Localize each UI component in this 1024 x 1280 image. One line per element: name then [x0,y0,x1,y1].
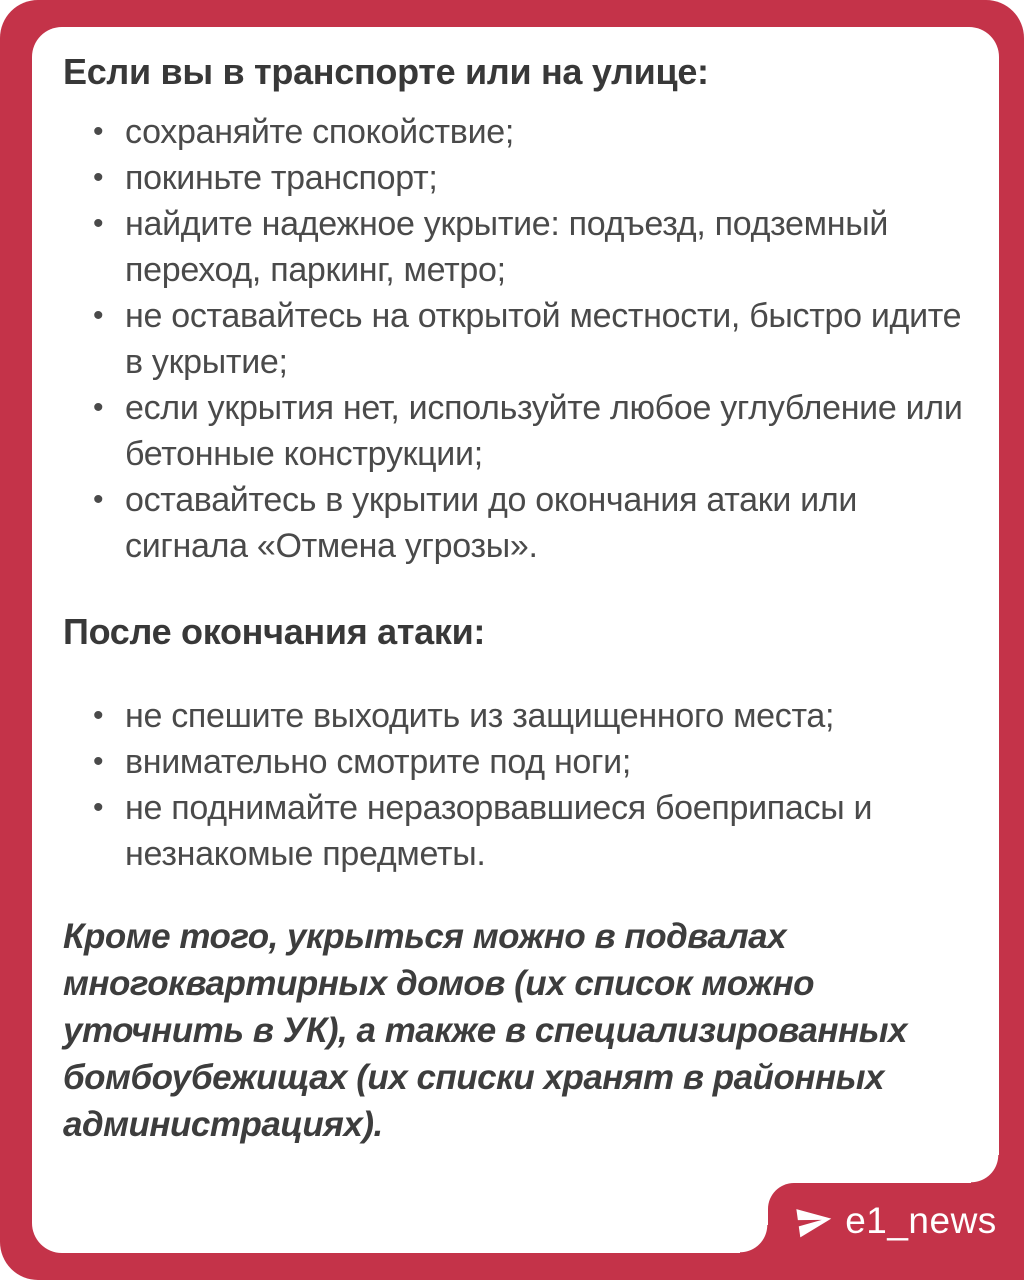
channel-name: e1_news [845,1199,997,1241]
list-item: • найдите надежное укрытие: подъезд, подземный переход, паркинг, метро; [93,201,969,293]
card-content [32,27,999,1253]
telegram-channel-badge[interactable] [768,1183,1024,1280]
list-item: • сохраняйте спокойствие; [93,109,969,155]
info-card [32,27,999,1253]
list-item: • внимательно смотрите под ноги; [93,739,969,785]
shelter-note-paragraph: Кроме того, укрыться можно в подвалах многоквартирных домов (их список можно уточнить в УК), а также в специализированных бомбоубежищах (их списки хранят в районных администрациях). [63,917,907,1144]
list-item: • оставайтесь в укрытии до окончания атаки или сигнала «Отмена угрозы». [93,477,969,569]
list-item: • покиньте транспорт; [93,155,969,201]
section-heading-after-attack: После окончания атаки: [63,611,486,652]
section-heading-transport: Если вы в транспорте или на улице: [63,51,709,92]
list-item: • не поднимайте неразорвавшиеся боеприпасы и незнакомые предметы. [93,785,969,877]
after-attack-instructions-list [63,693,969,877]
transport-instructions-list [63,109,969,569]
list-item: • если укрытия нет, используйте любое углубление или бетонные конструкции; [93,385,969,477]
badge-left-fillet [740,1225,768,1253]
list-item: • не оставайтесь на открытой местности, быстро идите в укрытие; [93,293,969,385]
telegram-plane-icon [793,1199,836,1242]
list-item: • не спешите выходить из защищенного места; [93,693,969,739]
badge-top-fillet [971,1155,999,1183]
